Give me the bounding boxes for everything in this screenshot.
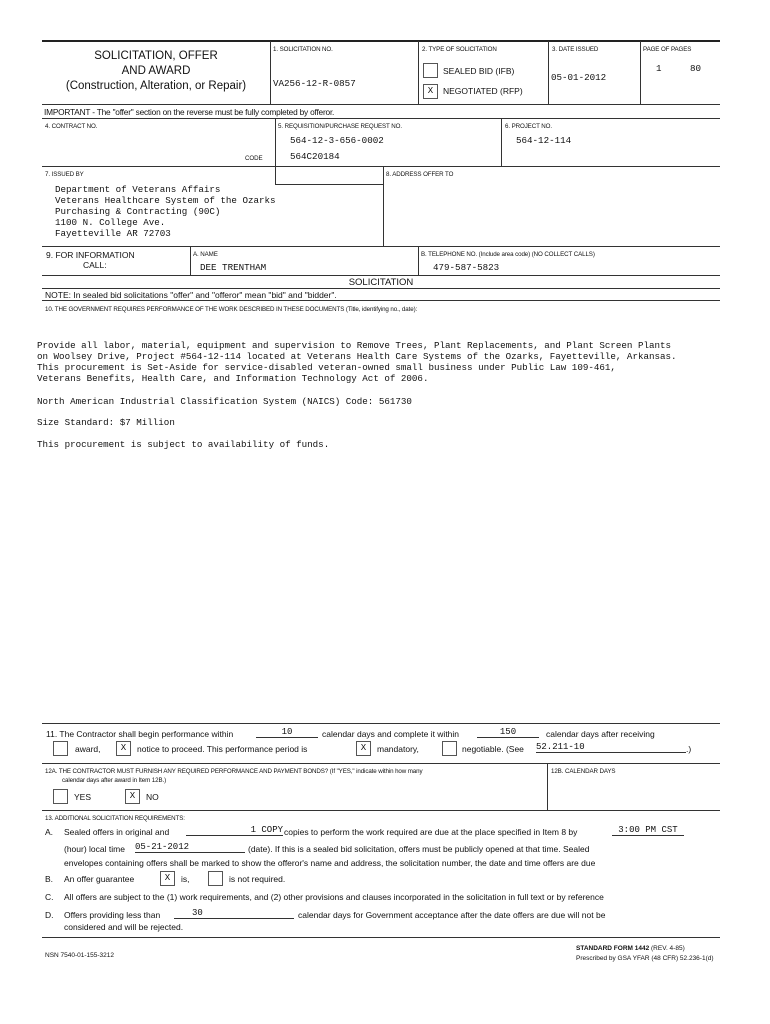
page-number: 1 <box>656 63 662 74</box>
item-11-text-b: calendar days and complete it within <box>322 729 460 739</box>
solicitation-note: NOTE: In sealed bid solicitations "offer" and "offeror" mean "bid" and "bidder". <box>45 290 337 300</box>
complete-days: 150 <box>477 727 539 738</box>
nsn-number: NSN 7540-01-155-3212 <box>45 952 115 959</box>
work-description: Provide all labor, material, equipment and supervision to Remove Trees, Plant Replacements, and Plant Screen Plants on Woolsey Drive, Project #564-12-114 located at Veterans Health Care Systems of the Ozarks, Fayetteville, Arkansas. This procurement is Set-Aside for service-disabled veteran-owned small business under Public Law 109-461, Veterans Benefits, Health Care, and Information Technology Act of 2006. <box>37 340 677 384</box>
award-checkbox[interactable] <box>53 741 68 756</box>
project-no: 564-12-114 <box>516 135 572 146</box>
item-13a-text-1: Sealed offers in original and <box>64 827 170 837</box>
item-13a-text-5: envelopes containing offers shall be marked to show the offeror's name and address, the solicitation number, the date and time offers are due <box>64 858 596 868</box>
sealed-bid-checkbox[interactable] <box>423 63 438 78</box>
item-10-label: 10. THE GOVERNMENT REQUIRES PERFORMANCE OF THE WORK DESCRIBED IN THESE DOCUMENTS (Title, identifying no., date): <box>45 306 418 313</box>
item-13b-text-2: is, <box>181 874 190 884</box>
telephone-label: B. TELEPHONE NO. (Include area code) (NO COLLECT CALLS) <box>421 251 595 258</box>
issued-by-address <box>55 184 276 239</box>
top-rule <box>42 40 720 42</box>
item-13c-letter: C. <box>45 892 54 902</box>
code-label: CODE <box>245 155 263 162</box>
item-13b-text-3: is not required. <box>229 874 286 884</box>
copies-value: 1 COPY <box>186 825 283 836</box>
negotiable-checkbox[interactable] <box>442 741 457 756</box>
date-issued-label: 3. DATE ISSUED <box>552 46 599 53</box>
item-12b-label: 12B. CALENDAR DAYS <box>551 768 616 775</box>
issued-by-label: 7. ISSUED BY <box>45 171 84 178</box>
issued-by-line-2: Veterans Healthcare System of the Ozarks <box>55 195 276 206</box>
sealed-bid-label: SEALED BID (IFB) <box>443 66 515 76</box>
naics-code: North American Industrial Classification System (NAICS) Code: 561730 <box>37 396 412 407</box>
negotiable-label: negotiable. (See <box>462 744 524 754</box>
notice-label: notice to proceed. This performance period is <box>137 744 308 754</box>
telephone-no: 479-587-5823 <box>433 262 500 273</box>
issued-by-line-4: 1100 N. College Ave. <box>55 217 166 228</box>
bonds-yes-label: YES <box>74 792 92 802</box>
name-label: A. NAME <box>193 251 218 258</box>
award-label: award, <box>75 744 101 754</box>
bonds-no-checkbox[interactable]: X <box>125 789 140 804</box>
mandatory-label: mandatory, <box>377 744 419 754</box>
guarantee-is-checkbox[interactable]: X <box>160 871 175 886</box>
size-standard: Size Standard: $7 Million <box>37 417 175 428</box>
form-name <box>576 945 685 952</box>
solicitation-no-label: 1. SOLICITATION NO. <box>273 46 333 53</box>
see-close: .) <box>686 744 692 754</box>
item-13a-letter: A. <box>45 827 54 837</box>
type-of-solicitation-label: 2. TYPE OF SOLICITATION <box>422 46 497 53</box>
see-reference: 52.211-10 <box>536 742 686 753</box>
date-issued: 05-01-2012 <box>551 72 607 83</box>
address-offer-label: 8. ADDRESS OFFER TO <box>386 171 454 178</box>
negotiated-checkbox[interactable]: X <box>423 84 438 99</box>
item-13d-letter: D. <box>45 910 54 920</box>
form-title-line-3: (Construction, Alteration, or Repair) <box>65 80 247 92</box>
total-pages: 80 <box>690 63 702 74</box>
contract-no-label: 4. CONTRACT NO. <box>45 123 98 130</box>
form-name-bold: STANDARD FORM 1442 <box>576 945 650 952</box>
bonds-no-label: NO <box>146 792 159 802</box>
form-revision: (REV. 4-85) <box>651 945 685 952</box>
issued-by-line-5: Fayetteville AR 72703 <box>55 228 171 239</box>
issued-by-line-3: Purchasing & Contracting (90C) <box>55 206 221 217</box>
item-13-label: 13. ADDITIONAL SOLICITATION REQUIREMENTS: <box>45 815 185 822</box>
due-date: 05-21-2012 <box>135 842 245 853</box>
acceptance-days: 30 <box>174 908 294 919</box>
for-information-label: 9. FOR INFORMATION CALL: <box>46 250 135 270</box>
funds-availability: This procurement is subject to availability of funds. <box>37 439 330 450</box>
due-time: 3:00 PM CST <box>612 825 684 836</box>
solicitation-no: VA256-12-R-0857 <box>273 78 356 89</box>
item-11-text-c: calendar days after receiving <box>546 729 655 739</box>
item-13d-text-3: considered and will be rejected. <box>64 922 184 932</box>
prescribed-by: Prescribed by GSA YFAR (48 CFR) 52.236-1(d) <box>576 955 714 962</box>
notice-to-proceed-checkbox[interactable]: X <box>116 741 131 756</box>
mandatory-checkbox[interactable]: X <box>356 741 371 756</box>
item-12a-label: 12A. THE CONTRACTOR MUST FURNISH ANY REQUIRED PERFORMANCE AND PAYMENT BONDS? (If "YES," indicate within how many <box>45 768 423 775</box>
item-12a-label-2: calendar days after award in Item 12B.) <box>62 777 167 784</box>
solicitation-heading: SOLICITATION <box>348 277 414 288</box>
item-13a-text-2: copies to perform the work required are due at the place specified in Item 8 by <box>284 827 578 837</box>
guarantee-not-required-checkbox[interactable] <box>208 871 223 886</box>
requisition-no: 564-12-3-656-0002 <box>290 135 384 146</box>
form-title-line-1: SOLICITATION, OFFER <box>94 50 218 62</box>
form-title <box>42 49 270 94</box>
begin-days: 10 <box>256 727 318 738</box>
negotiated-label: NEGOTIATED (RFP) <box>443 86 523 96</box>
issued-by-line-1: Department of Veterans Affairs <box>55 184 221 195</box>
item-11-text-a: 11. The Contractor shall begin performance within <box>46 729 234 739</box>
page-of-pages-label: PAGE OF PAGES <box>643 46 692 53</box>
item-13d-text-1: Offers providing less than <box>64 910 161 920</box>
code-value: 564C20184 <box>290 151 340 162</box>
project-no-label: 6. PROJECT NO. <box>505 123 552 130</box>
contact-name: DEE TRENTHAM <box>200 262 267 273</box>
item-13b-letter: B. <box>45 874 54 884</box>
form-title-line-2: AND AWARD <box>121 65 191 77</box>
important-note: IMPORTANT - The "offer" section on the reverse must be fully completed by offeror. <box>44 107 335 117</box>
item-13a-text-4: (date). If this is a sealed bid solicitation, offers must be publicly opened at that time. Sealed <box>248 844 590 854</box>
bonds-yes-checkbox[interactable] <box>53 789 68 804</box>
item-13b-text-1: An offer guarantee <box>64 874 135 884</box>
item-13a-text-3: (hour) local time <box>64 844 125 854</box>
item-13c-text: All offers are subject to the (1) work requirements, and (2) other provisions and clauses incorporated in the solicitation in full text or by reference <box>64 892 604 902</box>
item-13d-text-2: calendar days for Government acceptance after the date offers are due will not be <box>298 910 606 920</box>
requisition-label: 5. REQUISITION/PURCHASE REQUEST NO. <box>278 123 402 130</box>
